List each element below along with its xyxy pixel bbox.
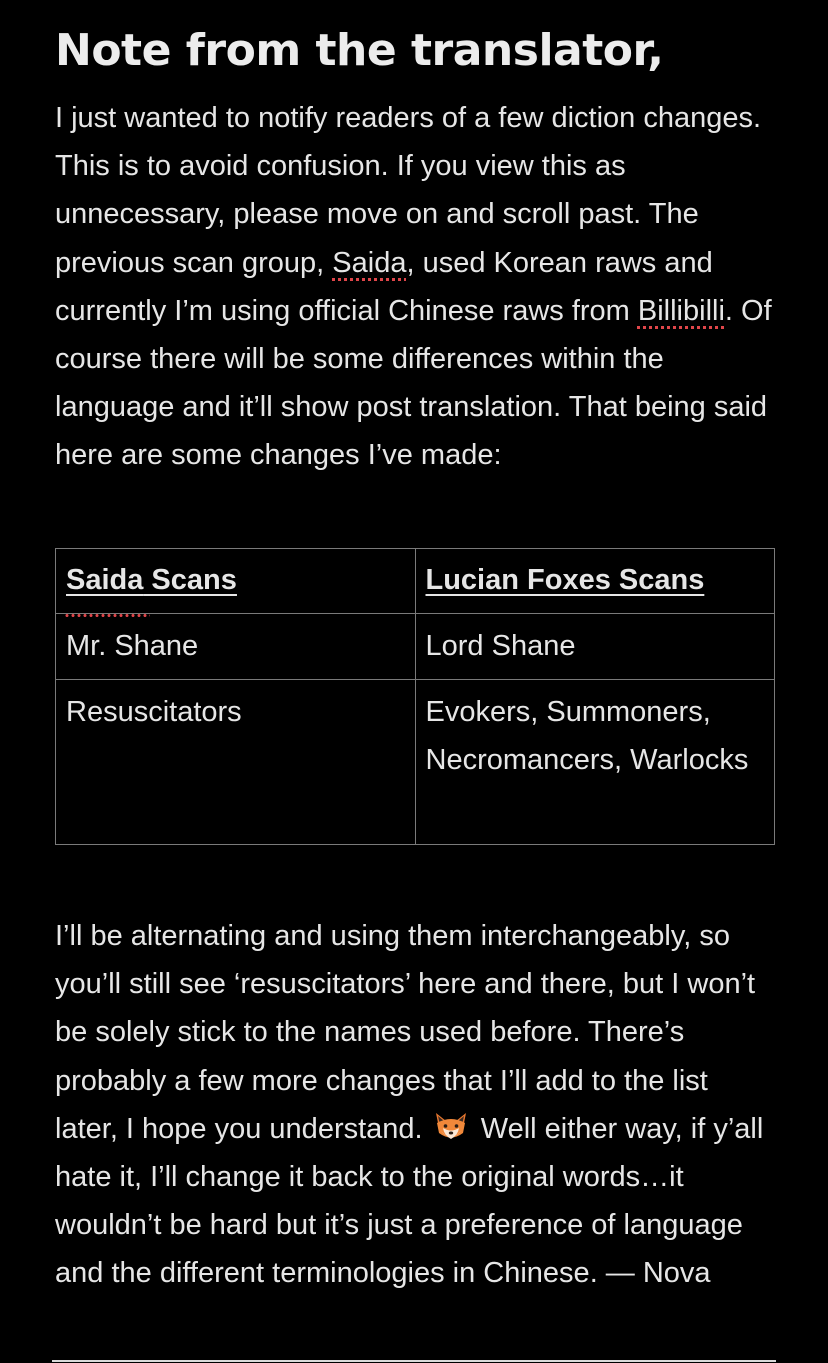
header-group-name-misspelled[interactable]: Saida [66, 556, 143, 604]
intro-text-part1: I just wanted to notify readers of a few diction changes. This is to avoid confusion. If you view this as unnecessary, please move on and scroll past. The previous scan group, [55, 102, 762, 279]
intro-paragraph [55, 94, 775, 480]
cell-new-term: Lord Shane [415, 614, 775, 680]
closing-text-part2: Well either way, if y’all hate it, I’ll change it back to the original words…it wouldn’t be hard but it’s just a preference of language and the different terminologies in Chinese. — Nova [55, 1112, 764, 1290]
header-old-terms [56, 549, 416, 614]
bottom-divider [52, 1360, 776, 1362]
cell-old-term: Resuscitators [56, 680, 416, 845]
cell-old-term: Mr. Shane [56, 614, 416, 680]
fox-face-icon [433, 1111, 469, 1143]
header-old-label-suffix: Scans [143, 564, 237, 596]
table-row [56, 680, 775, 845]
page-title: Note from the translator, [55, 25, 664, 76]
intro-text-part3: . Of course there will be some differences within the language and it’ll show post translation. That being said here are some changes I’ve made: [55, 294, 772, 472]
header-new-label: Lucian Foxes Scans [425, 564, 705, 596]
closing-text-part1: I’ll be alternating and using them interchangeably, so you’ll still see ‘resuscitators’ here and there, but I won’t be solely stick to the names used before. There’s probably a few more changes that I’ll add to the list later, I hope you understand. [55, 920, 756, 1145]
closing-paragraph [55, 912, 775, 1298]
table-row [56, 614, 775, 680]
header-new-terms [415, 549, 775, 614]
cell-new-term: Evokers, Summoners, Necromancers, Warlocks [415, 680, 775, 845]
header-old-label [66, 564, 237, 596]
group-name-misspelled[interactable]: Saida [332, 246, 407, 279]
terms-table [55, 548, 775, 845]
platform-name-misspelled[interactable]: Billibilli [637, 294, 725, 327]
intro-text-part2: , used Korean raws and currently I’m using official Chinese raws from [55, 246, 713, 327]
table-header-row [56, 549, 775, 614]
